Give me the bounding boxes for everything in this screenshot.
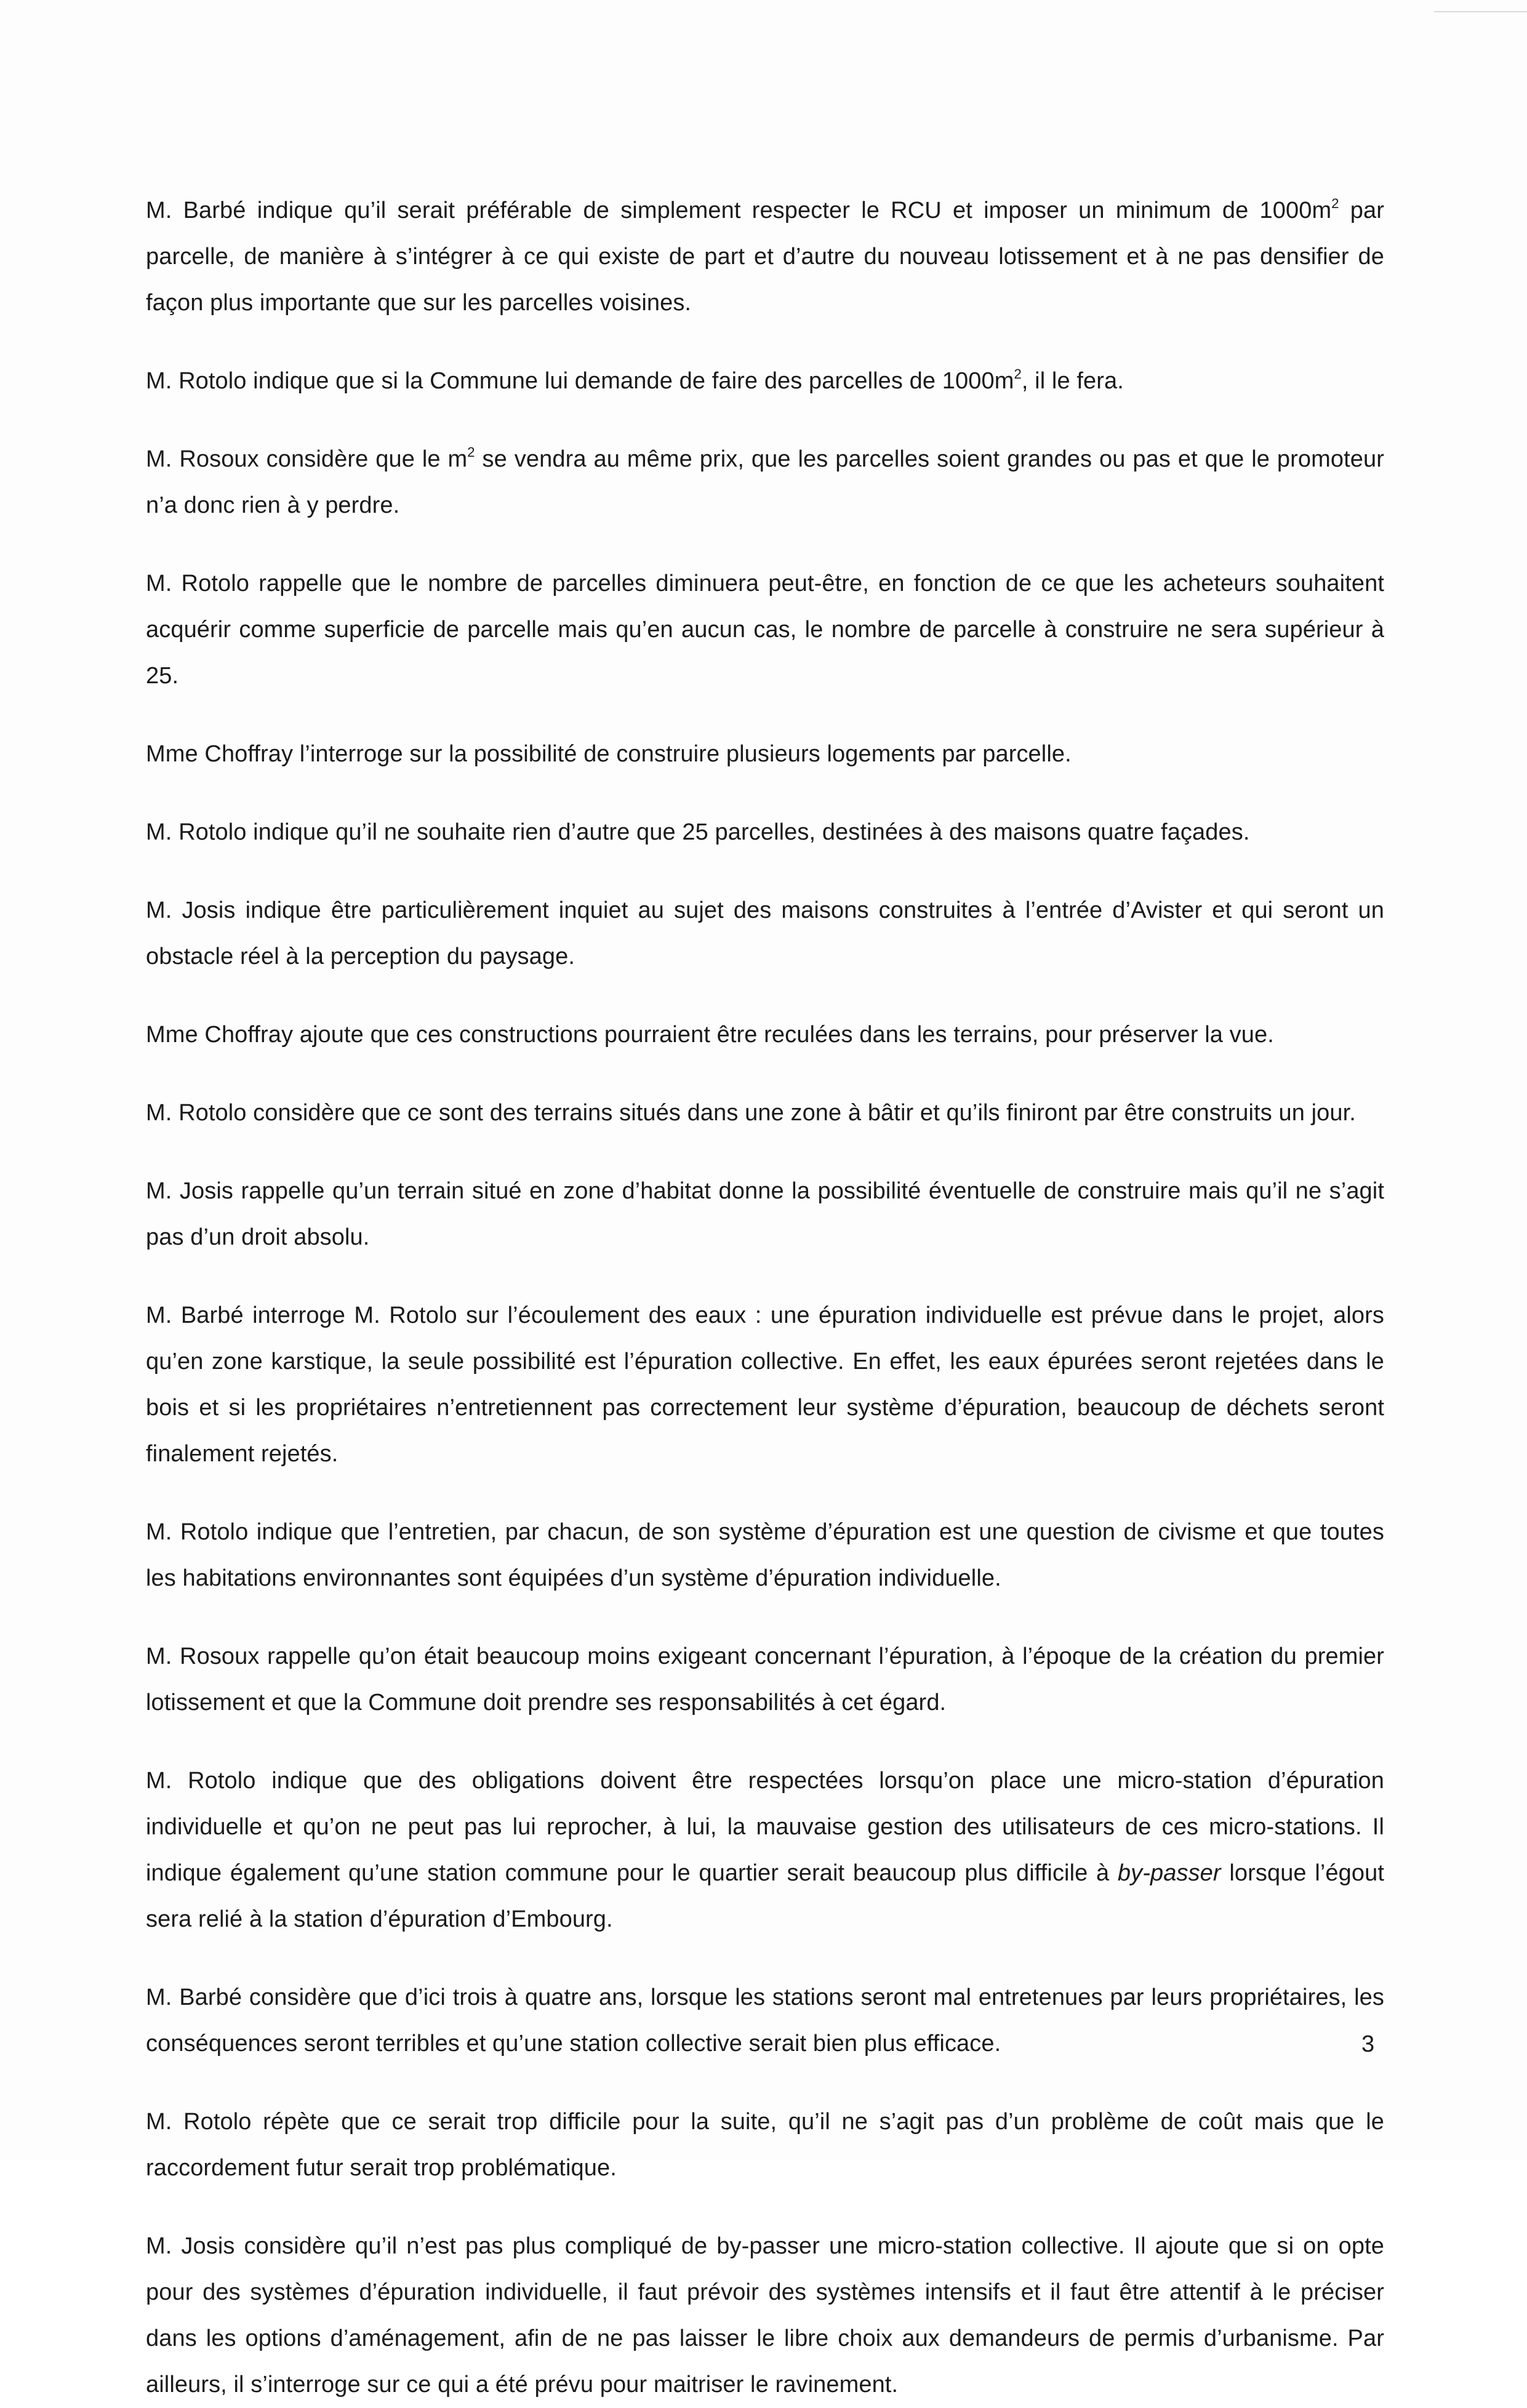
- paragraph-rotolo-zone-batir: [146, 1090, 1384, 1136]
- paragraph-josis-ravinement: [146, 2223, 1384, 2408]
- paragraph-text: M. Rotolo considère que ce sont des terrains situés dans une zone à bâtir et qu’ils finiront par être construits un jour.: [146, 1100, 1356, 1126]
- paragraph-rotolo-raccordement: [146, 2099, 1384, 2191]
- paragraph-text: M. Josis considère qu’il n’est pas plus compliqué de by-passer une micro-station collective. Il ajoute que si on opte pour des systèmes d’épuration individuelle, il faut prévoir des systèmes intensifs et il faut être attentif à le préciser dans les options d’aménagement, afin de ne pas laisser le libre choix aux demandeurs de permis d’urbanisme. Par ailleurs, il s’interroge sur ce qui a été prévu pour maitriser le ravinement.: [146, 2233, 1384, 2398]
- paragraph-text: M. Barbé interroge M. Rotolo sur l’écoulement des eaux : une épuration individuelle est prévue dans le projet, alors qu’en zone karstique, la seule possibilité est l’épuration collective. En effet, les eaux épurées seront rejetées dans le bois et si les propriétaires n’entretiennent pas correctement leur système d’épuration, beaucoup de déchets seront finalement rejetés.: [146, 1302, 1384, 1467]
- superscript-two: 2: [467, 444, 475, 460]
- paragraph-rosoux-prix: [146, 436, 1384, 529]
- paragraph-josis-droit: [146, 1168, 1384, 1261]
- paragraph-choffray-logements: [146, 731, 1384, 777]
- paragraph-text-cont: par parcelle, de manière à s’intégrer à ce qui existe de part et d’autre du nouveau lotissement et à ne pas densifier de façon plus importante que sur les parcelles voisines.: [146, 198, 1384, 316]
- paragraph-text: M. Barbé considère que d’ici trois à quatre ans, lorsque les stations seront mal entretenues par leurs propriétaires, les conséquences seront terribles et qu’une station collective serait bien plus efficace.: [146, 1985, 1384, 2057]
- paragraph-text: M. Rotolo indique que l’entretien, par chacun, de son système d’épuration est une question de civisme et que toutes les habitations environnantes sont équipées d’un système d’épuration individuelle.: [146, 1519, 1384, 1591]
- paragraph-text: M. Rotolo indique que si la Commune lui demande de faire des parcelles de 1000m: [146, 368, 1014, 394]
- paragraph-text: M. Josis indique être particulièrement inquiet au sujet des maisons construites à l’entrée d’Avister et qui seront un obstacle réel à la perception du paysage.: [146, 897, 1384, 969]
- superscript-two: 2: [1014, 366, 1022, 382]
- paragraph-barbe-rcu: [146, 188, 1384, 326]
- paragraph-text-cont: , il le fera.: [1021, 368, 1124, 394]
- paragraph-text: M. Rosoux considère que le m: [146, 446, 468, 472]
- italic-term: by-passer: [1117, 1860, 1221, 1886]
- page-number: 3: [1361, 2031, 1375, 2057]
- paragraph-text-cont: lorsque l’égout sera relié à la station d’épuration d’Embourg.: [146, 1860, 1384, 1932]
- scan-edge-line: [1434, 11, 1527, 12]
- superscript-two: 2: [1331, 196, 1339, 211]
- paragraph-rotolo-25-parcelles: [146, 809, 1384, 856]
- paragraph-rotolo-obligations: [146, 1758, 1384, 1943]
- paragraph-text: M. Josis rappelle qu’un terrain situé en zone d’habitat donne la possibilité éventuelle de construire mais qu’il ne s’agit pas d’un droit absolu.: [146, 1178, 1384, 1250]
- paragraph-barbe-consequences: [146, 1975, 1384, 2067]
- paragraph-rosoux-epuration: [146, 1634, 1384, 1726]
- paragraph-text: M. Rotolo indique que des obligations doivent être respectées lorsqu’on place une micro-station d’épuration individuelle et qu’on ne peut pas lui reprocher, à lui, la mauvaise gestion des utilisateurs de ces micro-stations. Il indique également qu’une station commune pour le quartier serait beaucoup plus difficile à: [146, 1768, 1384, 1886]
- document-body: [146, 188, 1384, 2408]
- paragraph-text: M. Rotolo répète que ce serait trop difficile pour la suite, qu’il ne s’agit pas d’un problème de coût mais que le raccordement futur serait trop problématique.: [146, 2109, 1384, 2181]
- paragraph-barbe-eaux: [146, 1293, 1384, 1477]
- paragraph-text: M. Barbé indique qu’il serait préférable de simplement respecter le RCU et imposer un minimum de 1000m: [146, 198, 1332, 223]
- paragraph-choffray-vue: [146, 1012, 1384, 1058]
- paragraph-text: M. Rotolo indique qu’il ne souhaite rien d’autre que 25 parcelles, destinées à des maisons quatre façades.: [146, 819, 1250, 845]
- paragraph-rotolo-1000m2: [146, 358, 1384, 404]
- paragraph-josis-avister: [146, 888, 1384, 980]
- paragraph-rotolo-civisme: [146, 1509, 1384, 1602]
- paragraph-rotolo-nombre-parcelles: [146, 561, 1384, 699]
- paragraph-text: M. Rotolo rappelle que le nombre de parcelles diminuera peut-être, en fonction de ce que les acheteurs souhaitent acquérir comme superficie de parcelle mais qu’en aucun cas, le nombre de parcelle à construire ne sera supérieur à 25.: [146, 571, 1384, 689]
- paragraph-text: Mme Choffray l’interroge sur la possibilité de construire plusieurs logements par parcelle.: [146, 741, 1072, 767]
- paragraph-text-cont: se vendra au même prix, que les parcelles soient grandes ou pas et que le promoteur n’a donc rien à y perdre.: [146, 446, 1384, 518]
- paragraph-text: Mme Choffray ajoute que ces constructions pourraient être reculées dans les terrains, pour préserver la vue.: [146, 1022, 1274, 1048]
- paragraph-text: M. Rosoux rappelle qu’on était beaucoup moins exigeant concernant l’épuration, à l’époque de la création du premier lotissement et que la Commune doit prendre ses responsabilités à cet égard.: [146, 1643, 1384, 1716]
